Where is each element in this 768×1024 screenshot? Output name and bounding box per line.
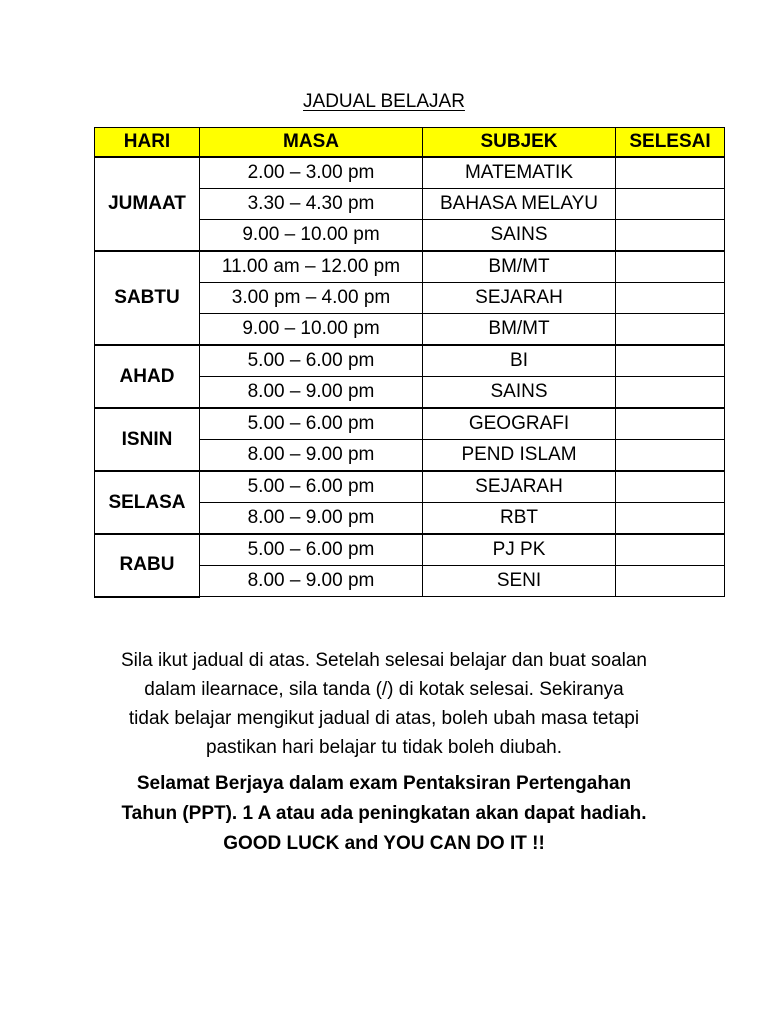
schedule-table: [94, 127, 725, 598]
done-checkbox-cell[interactable]: [616, 566, 725, 597]
done-checkbox-cell[interactable]: [616, 157, 725, 189]
header-subjek: SUBJEK: [423, 128, 616, 158]
table-header-row: [95, 128, 725, 158]
time-cell: 8.00 – 9.00 pm: [200, 503, 423, 535]
done-checkbox-cell[interactable]: [616, 534, 725, 566]
instruction-line: pastikan hari belajar tu tidak boleh diubah.: [206, 737, 562, 758]
done-checkbox-cell[interactable]: [616, 220, 725, 252]
subject-cell: SEJARAH: [423, 471, 616, 503]
subject-cell: BI: [423, 345, 616, 377]
subject-cell: BM/MT: [423, 314, 616, 346]
done-checkbox-cell[interactable]: [616, 503, 725, 535]
done-checkbox-cell[interactable]: [616, 440, 725, 472]
time-cell: 3.30 – 4.30 pm: [200, 189, 423, 220]
time-cell: 3.00 pm – 4.00 pm: [200, 283, 423, 314]
subject-cell: PEND ISLAM: [423, 440, 616, 472]
schedule-body: [95, 157, 725, 597]
subject-cell: SEJARAH: [423, 283, 616, 314]
time-cell: 5.00 – 6.00 pm: [200, 345, 423, 377]
header-hari: HARI: [95, 128, 200, 158]
instruction-line: tidak belajar mengikut jadual di atas, boleh ubah masa tetapi: [128, 708, 640, 729]
instruction-text: [60, 646, 708, 762]
time-cell: 9.00 – 10.00 pm: [200, 220, 423, 252]
day-cell: ISNIN: [95, 408, 200, 471]
instruction-line: dalam ilearnace, sila tanda (/) di kotak selesai. Sekiranya: [144, 679, 624, 700]
page-title: JADUAL BELAJAR: [303, 91, 465, 112]
done-checkbox-cell[interactable]: [616, 408, 725, 440]
done-checkbox-cell[interactable]: [616, 283, 725, 314]
wishes-line: Selamat Berjaya dalam exam Pentaksiran Pertengahan: [136, 773, 632, 794]
done-checkbox-cell[interactable]: [616, 345, 725, 377]
subject-cell: MATEMATIK: [423, 157, 616, 189]
table-row: [95, 345, 725, 377]
wishes-line: Tahun (PPT). 1 A atau ada peningkatan akan dapat hadiah.: [121, 803, 647, 824]
subject-cell: RBT: [423, 503, 616, 535]
done-checkbox-cell[interactable]: [616, 189, 725, 220]
table-row: [95, 157, 725, 189]
time-cell: 8.00 – 9.00 pm: [200, 440, 423, 472]
table-row: [95, 408, 725, 440]
table-row: [95, 534, 725, 566]
day-cell: RABU: [95, 534, 200, 597]
table-row: [95, 251, 725, 283]
wishes-line: GOOD LUCK and YOU CAN DO IT !!: [223, 833, 545, 854]
time-cell: 11.00 am – 12.00 pm: [200, 251, 423, 283]
subject-cell: BM/MT: [423, 251, 616, 283]
header-masa: MASA: [200, 128, 423, 158]
done-checkbox-cell[interactable]: [616, 471, 725, 503]
table-row: [95, 471, 725, 503]
subject-cell: SAINS: [423, 377, 616, 409]
header-selesai: SELESAI: [616, 128, 725, 158]
time-cell: 5.00 – 6.00 pm: [200, 408, 423, 440]
time-cell: 5.00 – 6.00 pm: [200, 471, 423, 503]
time-cell: 8.00 – 9.00 pm: [200, 566, 423, 597]
done-checkbox-cell[interactable]: [616, 251, 725, 283]
subject-cell: GEOGRAFI: [423, 408, 616, 440]
time-cell: 5.00 – 6.00 pm: [200, 534, 423, 566]
day-cell: JUMAAT: [95, 157, 200, 251]
day-cell: SELASA: [95, 471, 200, 534]
instruction-line: Sila ikut jadual di atas. Setelah selesai belajar dan buat soalan: [120, 650, 648, 671]
subject-cell: BAHASA MELAYU: [423, 189, 616, 220]
done-checkbox-cell[interactable]: [616, 377, 725, 409]
subject-cell: SAINS: [423, 220, 616, 252]
good-luck-message: [60, 769, 708, 859]
subject-cell: PJ PK: [423, 534, 616, 566]
day-cell: AHAD: [95, 345, 200, 408]
day-cell: SABTU: [95, 251, 200, 345]
time-cell: 9.00 – 10.00 pm: [200, 314, 423, 346]
time-cell: 2.00 – 3.00 pm: [200, 157, 423, 189]
subject-cell: SENI: [423, 566, 616, 597]
time-cell: 8.00 – 9.00 pm: [200, 377, 423, 409]
done-checkbox-cell[interactable]: [616, 314, 725, 346]
